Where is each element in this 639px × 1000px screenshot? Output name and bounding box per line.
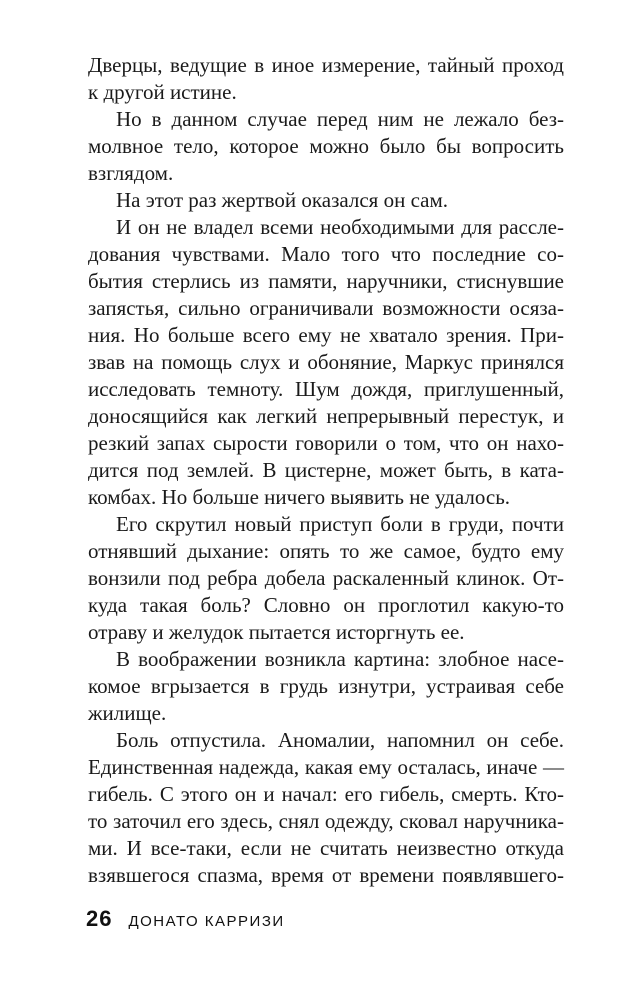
text-line-7: И он не владел всеми необходимыми для рассле- bbox=[116, 215, 564, 239]
text-line-11: ния. Но больше всего ему не хватало зрения. При- bbox=[88, 323, 564, 347]
text-line-21: куда такая боль? Словно он проглотил какую-то bbox=[88, 593, 564, 617]
text-line-4: молвное тело, которое можно было бы вопросить bbox=[88, 134, 564, 158]
text-line-28: гибель. С этого он и начал: его гибель, смерть. Кто- bbox=[88, 782, 564, 806]
text-line-16: дится под землей. В цистерне, может быть, в ката- bbox=[88, 458, 564, 482]
text-line-18: Его скрутил новый приступ боли в груди, почти bbox=[116, 512, 564, 536]
text-line-6: На этот раз жертвой оказался он сам. bbox=[116, 188, 449, 212]
text-line-22: отраву и желудок пытается исторгнуть ее. bbox=[88, 620, 465, 644]
text-line-29: то заточил его здесь, снял одежду, сковал наручника- bbox=[88, 809, 564, 833]
text-line-23: В воображении возникла картина: злобное насе- bbox=[116, 647, 564, 671]
text-line-20: вонзили под ребра добела раскаленный клинок. От- bbox=[88, 566, 564, 590]
text-line-27: Единственная надежда, какая ему осталась, иначе — bbox=[88, 755, 564, 779]
text-line-25: жилище. bbox=[88, 701, 167, 725]
text-line-10: запястья, сильно ограничивали возможности осяза- bbox=[88, 296, 564, 320]
text-line-17: комбах. Но больше ничего выявить не удалось. bbox=[88, 485, 511, 509]
text-line-30: ми. И все-таки, если не считать неизвестно откуда bbox=[88, 836, 564, 860]
page-footer bbox=[86, 906, 285, 936]
text-line-24: комое вгрызается в грудь изнутри, устраивая себе bbox=[88, 674, 564, 698]
text-line-3: Но в данном случае перед ним не лежало без- bbox=[116, 107, 564, 131]
text-line-2: к другой истине. bbox=[88, 80, 237, 104]
running-head-author: ДОНАТО КАРРИЗИ bbox=[128, 913, 285, 930]
text-line-8: дования чувствами. Мало того что последние со- bbox=[88, 242, 564, 266]
text-line-5: взглядом. bbox=[88, 161, 174, 185]
text-line-14: доносящийся как легкий непрерывный перестук, и bbox=[88, 404, 564, 428]
text-line-13: исследовать темноту. Шум дождя, приглушенный, bbox=[88, 377, 564, 401]
text-line-9: бытия стерлись из памяти, наручники, стиснувшие bbox=[88, 269, 564, 293]
text-line-15: резкий запах сырости говорили о том, что он нахо- bbox=[88, 431, 564, 455]
text-line-1: Дверцы, ведущие в иное измерение, тайный проход bbox=[88, 53, 564, 77]
text-line-12: звав на помощь слух и обоняние, Маркус принялся bbox=[88, 350, 564, 374]
text-line-26: Боль отпустила. Аномалии, напомнил он себе. bbox=[116, 728, 564, 752]
page-number: 26 bbox=[86, 906, 113, 931]
text-line-19: отнявший дыхание: опять то же самое, будто ему bbox=[88, 539, 564, 563]
text-line-31: взявшегося спазма, время от времени появлявшего- bbox=[88, 863, 564, 887]
